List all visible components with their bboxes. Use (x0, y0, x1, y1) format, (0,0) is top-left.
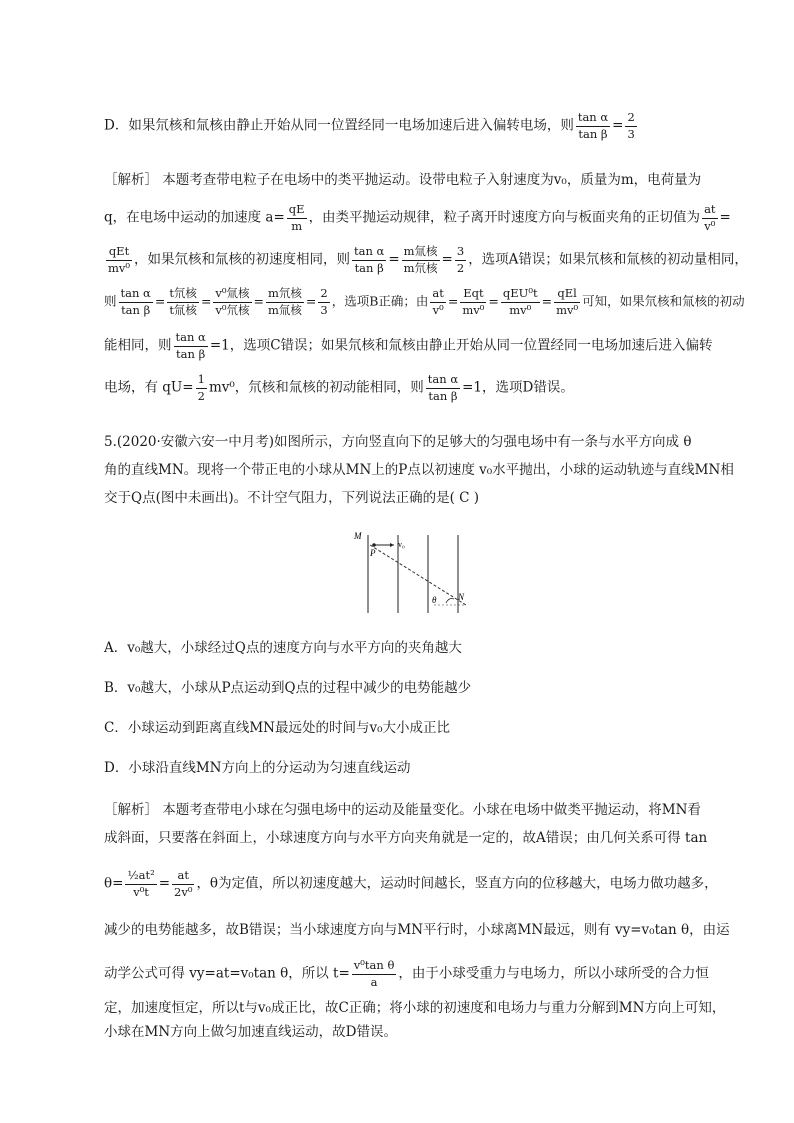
fraction: $\frac{\text{tan α}}{\text{tan β}}$ (427, 372, 459, 403)
label-p: P (370, 548, 376, 558)
fraction: $\frac{2}{3}$ (627, 110, 635, 141)
fraction: $\frac{at}{\text{2v⁰}}$ (174, 868, 193, 899)
point-p (372, 543, 376, 547)
analysis1-line4: 则 $\frac{\text{tan α}}{\text{tan β}}$ = $\frac{\text{t氘核}}{\text{t氚核}}$ = $\frac{\text{v⁰氚核}}{\text{v⁰氘核}}$ = $\frac{\text{m氘核}}{\text{m氚核}}$ = $\frac{2}{3}$ ，选项B正确；由 $\frac{at}{\text{v⁰}}$ = $\frac{\text{Eqt}}{\text{mv⁰}}$ = $\frac{\text{qEU⁰t}}{\text{mv⁰}}$ = $\frac{\text{qEl}}{\text{mv⁰}}$ 可知，如果氘核和氚核的初动 (104, 286, 745, 317)
line-mn (370, 545, 466, 605)
fraction: $\frac{at}{\text{v⁰}}$ (704, 202, 716, 233)
analysis2-line7: 小球在MN方向上做匀加速直线运动，故D错误。 (104, 1024, 397, 1040)
analysis2-line4: 减少的电势能越多，故B错误；当小球速度方向与MN平行时，小球离MN最远，则有 vy=v₀tan θ，由运 (104, 922, 730, 938)
fraction: $\frac{\text{t氘核}}{\text{t氚核}}$ (169, 286, 197, 317)
fraction: $\frac{\text{tan α}}{\text{tan β}}$ (354, 244, 385, 275)
fraction: $\frac{\text{½at²}}{\text{v⁰t}}$ (127, 868, 155, 899)
fraction: $\frac{\text{qEl}}{\text{mv⁰}}$ (556, 286, 579, 317)
q5-line2: 角的直线MN。现将一个带正电的小球从MN上的P点以初速度 v₀水平抛出，小球的运动轨迹与直线MN相 (104, 462, 734, 478)
fraction: $\frac{1}{2}$ (197, 372, 205, 403)
fraction: $\frac{\text{m氘核}}{\text{m氚核}}$ (268, 286, 302, 317)
analysis1-line6: 电场，有 qU= $\frac{1}{2}$ mv⁰，氘核和氚核的初动能相同，则 $\frac{\text{tan α}}{\text{tan β}}$ =1，选项D错误。 (104, 372, 574, 403)
option-c: C．小球运动到距离直线MN最远处的时间与v₀大小成正比 (104, 720, 451, 736)
q5-line1: 5.(2020·安徽六安一中月考)如图所示，方向竖直向下的足够大的匀强电场中有一条与水平方向成 θ (104, 434, 692, 450)
analysis2-line6: 定，加速度恒定，所以t与v₀成正比，故C正确；将小球的初速度和电场力与重力分解到MN方向上可知， (104, 1000, 726, 1016)
fraction: $\frac{\text{qEt}}{\text{mv⁰}}$ (108, 244, 131, 275)
option-b: B．v₀越大，小球从P点运动到Q点的过程中减少的电势能越少 (104, 680, 472, 696)
fraction: $\frac{\text{m氚核}}{\text{m氘核}}$ (403, 244, 438, 275)
analysis1-line3: $\frac{\text{qEt}}{\text{mv⁰}}$ ，如果氘核和氚核的初速度相同，则 $\frac{\text{tan α}}{\text{tan β}}$ = $\frac{\text{m氚核}}{\text{m氘核}}$ = $\frac{3}{2}$ ，选项A错误；如果氘核和氚核的初动量相同， (108, 244, 748, 275)
fraction: $\frac{\text{tan α}}{\text{tan β}}$ (175, 330, 206, 361)
velocity-arrowhead (390, 543, 394, 547)
analysis2-line2: 成斜面，只要落在斜面上，小球速度方向与水平方向夹角就是一定的，故A错误；由几何关系可得 tan (104, 830, 708, 846)
fraction: $\frac{\text{qEU⁰t}}{\text{mv⁰}}$ (502, 286, 538, 317)
fraction: $\frac{\text{v⁰tan θ}}{a}$ (353, 958, 395, 989)
label-theta: θ (432, 595, 437, 605)
fraction: $\frac{at}{\text{v⁰}}$ (432, 286, 444, 317)
label-n: N (458, 592, 465, 602)
fraction: $\frac{\text{tan α}}{\text{tan β}}$ (577, 110, 609, 141)
analysis1-line5: 能相同，则 $\frac{\text{tan α}}{\text{tan β}}$ =1，选项C错误；如果氘核和氚核由静止开始从同一位置经同一电场加速后进入偏转 (104, 330, 713, 361)
label-v0: v₀ (398, 540, 405, 549)
fraction: $\frac{\text{Eqt}}{\text{mv⁰}}$ (462, 286, 485, 317)
fraction: $\frac{3}{2}$ (456, 244, 465, 275)
field-diagram (346, 527, 476, 617)
option-d-prev: D．如果氘核和氚核由静止开始从同一位置经同一电场加速后进入偏转电场，则 $\frac{\text{tan α}}{\text{tan β}}$ = $\frac{2}{3}$ (104, 110, 635, 141)
fraction: $\frac{\text{tan α}}{\text{tan β}}$ (120, 286, 151, 317)
analysis1-line1: ［解析］ 本题考查带电粒子在电场中的类平抛运动。设带电粒子入射速度为v₀，质量为m，电荷量为 (104, 172, 702, 188)
theta-arc (446, 599, 454, 604)
analysis2-line5: 动学公式可得 vy=at=v₀tan θ，所以 t= $\frac{\text{v⁰tan θ}}{a}$ ，由于小球受重力与电场力，所以小球所受的合力恒 (104, 958, 709, 989)
label-m: M (354, 531, 362, 541)
analysis2-line3: θ= $\frac{\text{½at²}}{\text{v⁰t}}$ = $\frac{at}{\text{2v⁰}}$ ，θ为定值，所以初速度越大，运动时间越长，竖直方向的位移越大，电场力做功越多， (104, 868, 718, 899)
option-d-text: D．如果氘核和氚核由静止开始从同一位置经同一电场加速后进入偏转电场，则 (104, 117, 574, 134)
option-a: A．v₀越大，小球经过Q点的速度方向与水平方向的夹角越大 (104, 640, 462, 656)
fraction: $\frac{qE}{m}$ (288, 202, 305, 233)
q5-line3: 交于Q点(图中未画出)。不计空气阻力，下列说法正确的是( C ) (104, 490, 480, 506)
option-d: D．小球沿直线MN方向上的分运动为匀速直线运动 (104, 760, 411, 776)
fraction: $\frac{2}{3}$ (320, 286, 328, 317)
fraction: $\frac{\text{v⁰氚核}}{\text{v⁰氘核}}$ (215, 286, 250, 317)
analysis2-line1: ［解析］ 本题考查带电小球在匀强电场中的运动及能量变化。小球在电场中做类平抛运动，将MN看 (104, 802, 701, 818)
analysis1-line2: q，在电场中运动的加速度 a= $\frac{qE}{m}$ ，由类平抛运动规律，粒子离开时速度方向与板面夹角的正切值为 $\frac{at}{\text{v⁰}}$ = (104, 202, 731, 233)
